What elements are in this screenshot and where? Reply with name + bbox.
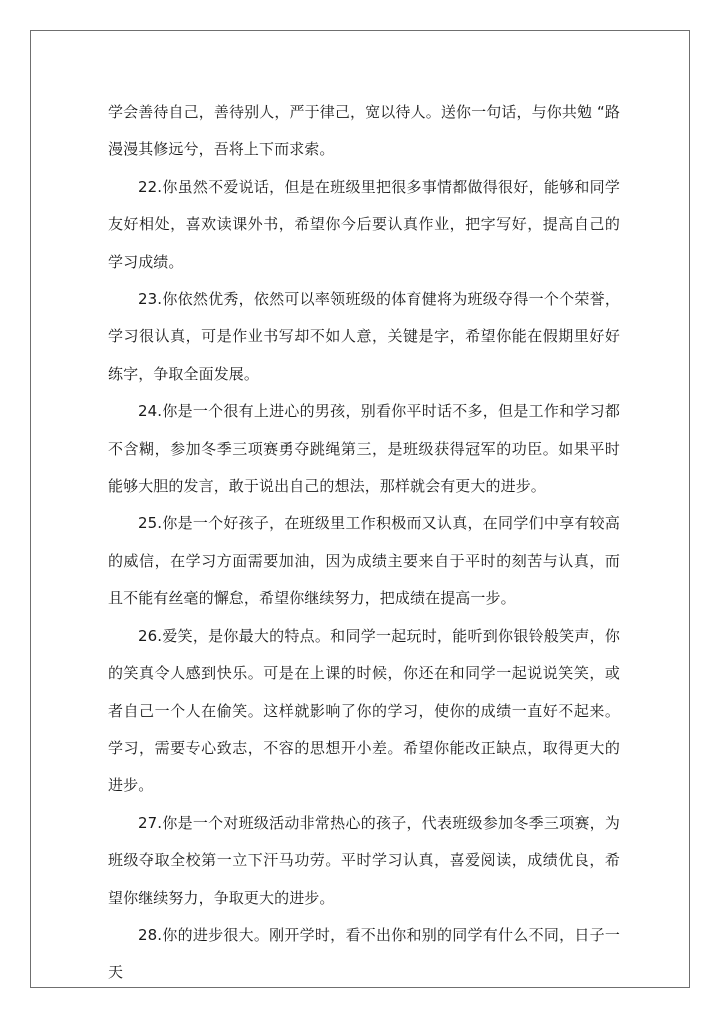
paragraph-27: 27.你是一个对班级活动非常热心的孩子，代表班级参加冬季三项赛，为班级夺取全校第一立下汗马功劳。平时学习认真，喜爱阅读，成绩优良，希望你继续努力，争取更大的进步。 xyxy=(108,813,620,907)
paragraph-23: 23.你依然优秀，依然可以率领班级的体育健将为班级夺得一个个荣誉，学习很认真，可是作业书写却不如人意，关键是字，希望你能在假期里好好练字，争取全面发展。 xyxy=(108,290,620,383)
paragraph-21-continued: 学会善待自己，善待别人，严于律己，宽以待人。送你一句话，与你共勉 “路漫漫其修远兮，吾将上下而求索。 xyxy=(108,103,620,159)
document-body xyxy=(108,94,620,992)
paragraph-26: 26.爱笑，是你最大的特点。和同学一起玩时，能听到你银铃般笑声，你的笑真令人感到快乐。可是在上课的时候，你还在和同学一起说说笑笑，或者自己一个人在偷笑。这样就影响了你的学习，使你的成绩一直好不起来。学习，需要专心致志，不容的思想开小差。希望你能改正缺点，取得更大的进步。 xyxy=(108,626,620,795)
paragraph-22: 22.你虽然不爱说话，但是在班级里把很多事情都做得很好，能够和同学友好相处，喜欢读课外书，希望你今后要认真作业，把字写好，提高自己的学习成绩。 xyxy=(108,177,620,271)
paragraph-24: 24.你是一个很有上进心的男孩，别看你平时话不多，但是工作和学习都不含糊，参加冬季三项赛勇夺跳绳第三，是班级获得冠军的功臣。如果平时能够大胆的发言，敢于说出自己的想法，那样就会有更大的进步。 xyxy=(108,402,620,496)
paragraph-28: 28.你的进步很大。刚开学时，看不出你和别的同学有什么不同，日子一天 xyxy=(108,925,620,982)
paragraph-25: 25.你是一个好孩子，在班级里工作积极而又认真，在同学们中享有较高的威信，在学习方面需要加油，因为成绩主要来自于平时的刻苦与认真，而且不能有丝毫的懈怠，希望你继续努力，把成绩在提高一步。 xyxy=(108,514,620,608)
